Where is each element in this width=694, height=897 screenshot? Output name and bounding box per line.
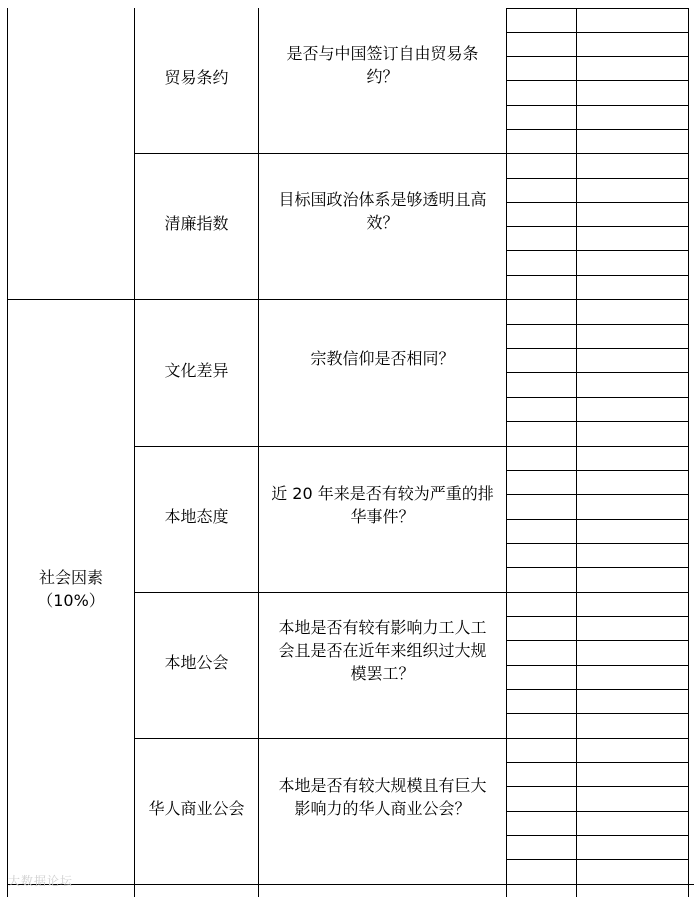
watermark: 大数据论坛 (8, 874, 74, 888)
question-line: 是否与中国签订自由贸易条 (286, 44, 479, 63)
question-line: 本地是否有较有影响力工人工 (278, 618, 487, 637)
question-line: 华事件？ (350, 507, 415, 526)
question-cell (259, 774, 506, 820)
category-weight: （10%） (37, 591, 105, 610)
question-cell (259, 188, 506, 234)
question-line: 约？ (366, 67, 399, 86)
factor-cell: 贸易条约 (164, 68, 229, 87)
question-cell (259, 616, 506, 685)
factor-cell: 本地公会 (164, 653, 229, 672)
factor-cell: 本地态度 (164, 507, 229, 526)
category-social (8, 566, 134, 612)
factor-cell: 清廉指数 (164, 214, 229, 233)
question-line: 目标国政治体系是够透明且高 (278, 190, 487, 209)
question-cell (259, 42, 506, 88)
question-line: 宗教信仰是否相同？ (310, 349, 455, 368)
question-cell (259, 347, 506, 370)
question-line: 近 20 年来是否有较为严重的排 (271, 484, 494, 503)
factor-cell: 华人商业公会 (148, 799, 245, 818)
question-line: 模罢工？ (350, 664, 415, 683)
question-line: 影响力的华人商业公会？ (294, 799, 471, 818)
question-cell (259, 482, 506, 528)
question-line: 会且是否在近年来组织过大规 (278, 641, 487, 660)
factor-cell: 文化差异 (164, 361, 229, 380)
question-line: 效？ (366, 213, 399, 232)
question-line: 本地是否有较大规模且有巨大 (278, 776, 487, 795)
category-label: 社会因素 (38, 568, 103, 587)
